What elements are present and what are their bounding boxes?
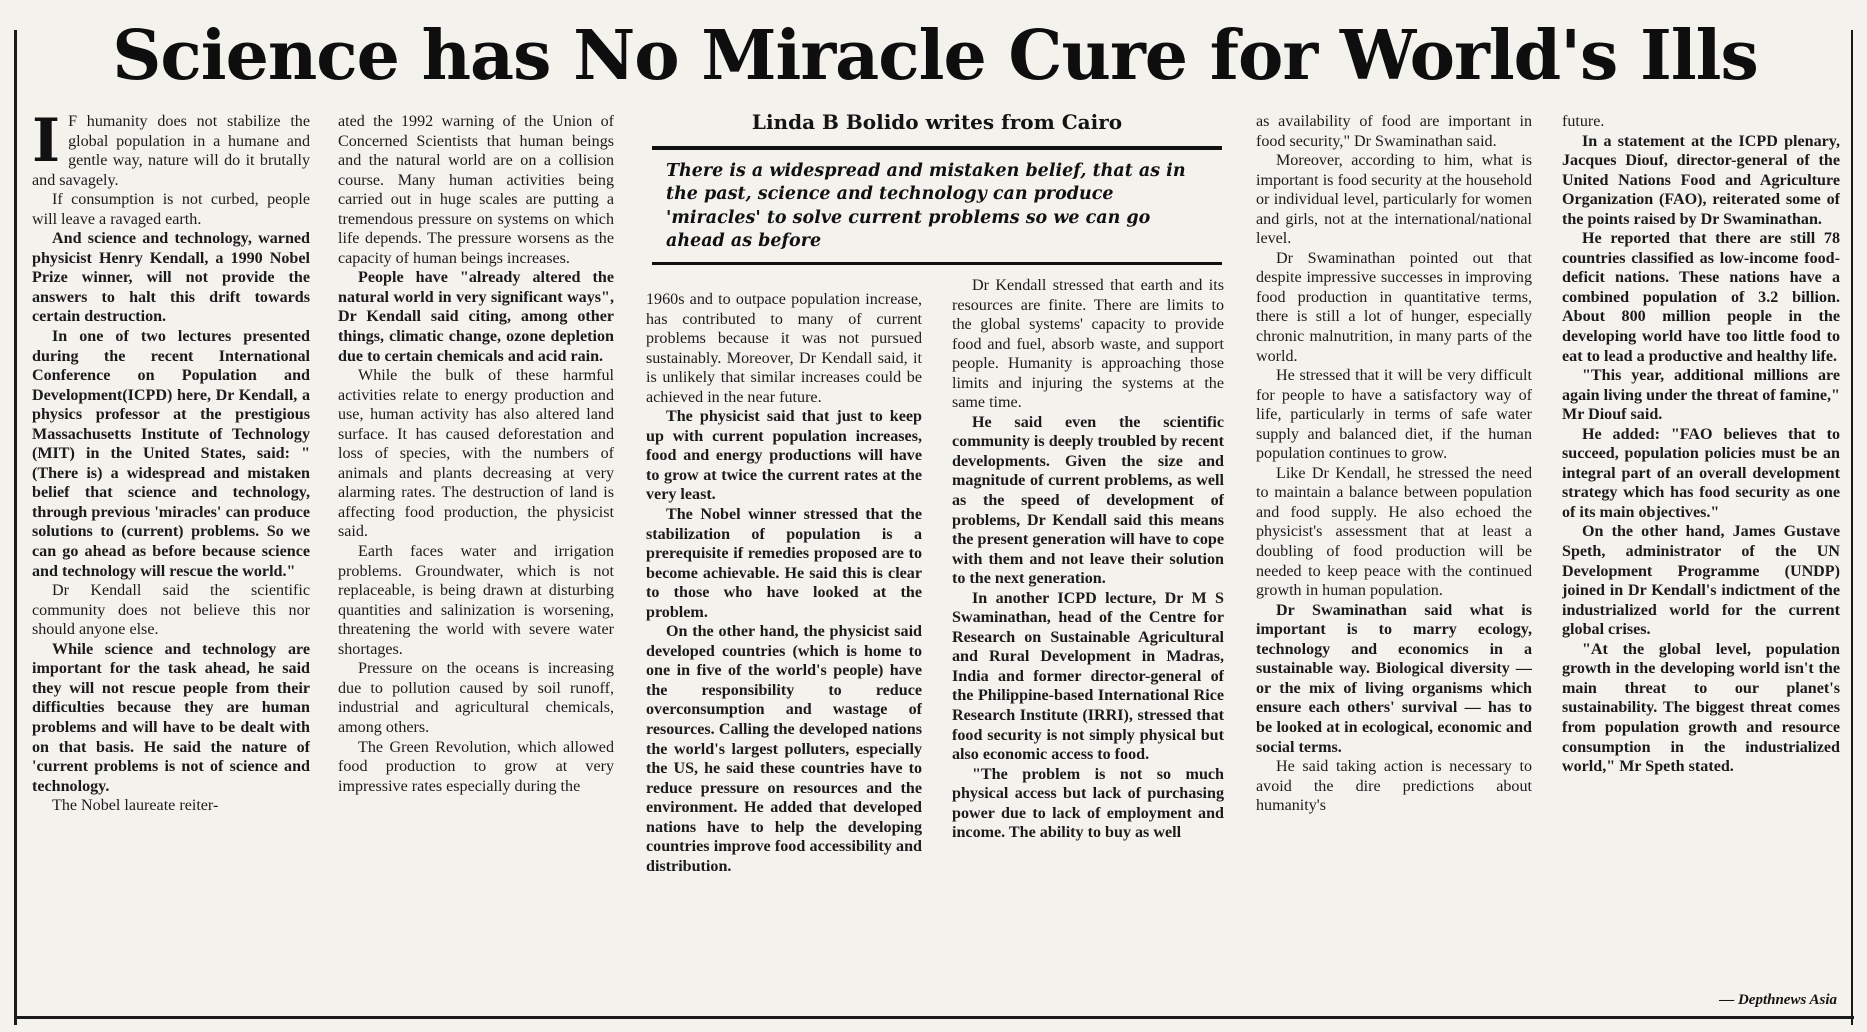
paragraph: Dr Kendall said the scientific community does not believe this nor should anyone else.: [32, 582, 310, 639]
paragraph: as availability of food are important in food security," Dr Swaminathan said.: [1256, 113, 1532, 150]
headline: Science has No Miracle Cure for World's Ills: [112, 16, 1758, 96]
paragraph: He stressed that it will be very difficult for people to have a satisfactory way of life, particularly in terms of safe water supply and balanced diet, if the human population continues to grow.: [1256, 367, 1532, 463]
paragraph: The physicist said that just to keep up with current population increases, food and energy productions will have to grow at twice the current rates at the very least.: [646, 408, 922, 504]
paragraph: "At the global level, population growth in the developing world isn't the main threat to our planet's sustainability. The biggest threat comes from population growth and resource consumption in the industrialized world," Mr Speth stated.: [1562, 640, 1840, 776]
paragraph: He said even the scientific community is deeply troubled by recent developments. Given the size and magnitude of current problems, as well as the speed of development of problems, Dr Kendall said this means the present generation will have to cope with them and not leave their solution to the next generation.: [952, 413, 1224, 588]
paragraph: "The problem is not so much physical access but lack of purchasing power due to lack of employment and income. The ability to buy as well: [952, 765, 1224, 842]
paragraph: On the other hand, James Gustave Speth, administrator of the UN Development Programme (UNDP) joined in Dr Kendall's indictment of the industrialized world for the current global crises.: [1562, 523, 1840, 639]
paragraph: The Green Revolution, which allowed food production to grow at very impressive rates especially during the: [338, 738, 614, 795]
source-credit: — Depthnews Asia: [1719, 992, 1837, 1008]
paragraph: Earth faces water and irrigation problems. Groundwater, which is not replaceable, is being drawn at disturbing quantities and salinization is worsening, threatening the world with severe water shortages.: [338, 543, 614, 658]
paragraph: On the other hand, the physicist said developed countries (which is home to one in five of the world's people) have the responsibility to reduce overconsumption and wastage of resources. Calling the developed nations the world's largest polluters, especially the US, he said these countries have to reduce pressure on resources and the environment. He added that developed nations have to help the developing countries improve food accessibility and distribution.: [646, 623, 922, 875]
paragraph-text: F humanity does not stabilize the global population in a humane and gentle way, nature will do it brutally and savagely.: [32, 113, 310, 189]
paragraph: And science and technology, warned physicist Henry Kendall, a 1990 Nobel Prize winner, will not provide the answers to halt this drift towards certain destruction.: [32, 230, 310, 326]
paragraph: While science and technology are important for the task ahead, he said they will not rescue people from their difficulties because they are human problems and will have to be dealt with on that basis. He said the nature of 'current problems is not of science and technology.: [32, 640, 310, 795]
paragraph: If consumption is not curbed, people will leave a ravaged earth.: [32, 191, 310, 228]
paragraph: "This year, additional millions are again living under the threat of famine," Mr Diouf said.: [1562, 367, 1840, 424]
paragraph: The Nobel winner stressed that the stabilization of population is a prerequisite if remedies proposed are to become achievable. He said this is clear to those who have looked at the problem.: [646, 506, 922, 621]
paragraph: He reported that there are still 78 countries classified as low-income food-deficit nations. These nations have a combined population of 3.2 billion. About 800 million people in the developing world have too little food to eat to lead a productive and healthy life.: [1562, 230, 1840, 365]
article-column-4: [952, 276, 1224, 1014]
article-column-3: [646, 290, 922, 1014]
paragraph: While the bulk of these harmful activities relate to energy production and use, human activity has also altered land surface. It has caused deforestation and loss of species, with the numbers of animals and plants decreasing at very alarming rates. The destruction of land is affecting food production, the physicist said.: [338, 367, 614, 541]
paragraph: He said taking action is necessary to avoid the dire predictions about humanity's: [1256, 758, 1532, 815]
right-column-rule: [1851, 30, 1853, 1025]
paragraph: 1960s and to outpace population increase, has contributed to many of current problems because it was not pursued sustainably. Moreover, Dr Kendall said, it is unlikely that similar increases could be achieved in the near future.: [646, 291, 922, 406]
article-column-6: [1562, 112, 1840, 1014]
article-column-5: [1256, 112, 1532, 1014]
paragraph: Dr Kendall stressed that earth and its resources are finite. There are limits to the global systems' capacity to provide food and fuel, absorb waste, and support people. Humanity is approaching those limits and injuring the systems at the same time.: [952, 277, 1224, 412]
paragraph: People have "already altered the natural world in very significant ways", Dr Kendall said citing, among other things, climatic change, ozone depletion due to certain chemicals and acid rain.: [338, 269, 614, 365]
paragraph: In one of two lectures presented during the recent International Conference on Population and Development(ICPD) here, Dr Kendall, a physics professor at the prestigious Massachusetts Institute of Technology (MIT) in the United States, said: "(There is) a widespread and mistaken belief that science and technology, through previous 'miracles' can produce solutions to (current) problems. So we can go ahead as before because science and technology will rescue the world.": [32, 328, 310, 580]
byline: Linda B Bolido writes from Cairo: [751, 110, 1123, 134]
article-column-1: [32, 112, 310, 1014]
paragraph: Dr Swaminathan pointed out that despite impressive successes in improving food production in quantitative terms, there is still a lot of hunger, especially chronic malnutrition, in many parts of the world.: [1256, 249, 1532, 365]
bottom-rule: [14, 1016, 1854, 1019]
paragraph: Moreover, according to him, what is important is food security at the household or individual level, particularly for women and girls, not at the international/national level.: [1256, 152, 1532, 248]
paragraph: future.: [1562, 113, 1605, 130]
paragraph: In another ICPD lecture, Dr M S Swaminathan, head of the Centre for Research on Sustainable Agricultural and Rural Development in Madras, India and former director-general of the Philippine-based International Rice Research Institute (IRRI), stressed that food security is not simply physical but also economic access to food.: [952, 589, 1224, 764]
paragraph: Dr Swaminathan said what is important is to marry ecology, technology and economics in a sustainable way. Biological diversity — or the mix of living organisms which ensure each others' survival — has to be looked at in ecological, economic and social terms.: [1256, 601, 1532, 756]
left-column-rule: [14, 30, 17, 1025]
lead-paragraph: [32, 112, 310, 190]
paragraph: In a statement at the ICPD plenary, Jacques Diouf, director-general of the United Nations Food and Agriculture Organization (FAO), reiterated some of the points raised by Dr Swaminathan.: [1562, 132, 1840, 228]
pull-quote: There is a widespread and mistaken belief, that as in the past, science and technology can produce 'miracles' to solve current problems so we can go ahead as before: [652, 146, 1222, 265]
paragraph: The Nobel laureate reiter-: [52, 797, 219, 815]
paragraph: Like Dr Kendall, he stressed the need to maintain a balance between population and food supply. He also echoed the physicist's assessment that at least a doubling of food production will be needed to keep peace with the continued growth in human population.: [1256, 464, 1532, 600]
paragraph: ated the 1992 warning of the Union of Concerned Scientists that human beings and the natural world are on a collision course. Many human activities being carried out in huge scales are putting a tremendous pressure on systems on which life depends. The pressure worsens as the capacity of human beings increases.: [338, 113, 614, 267]
paragraph: Pressure on the oceans is increasing due to pollution caused by soil runoff, industrial and agricultural chemicals, among others.: [338, 660, 614, 736]
paragraph: He added: "FAO believes that to succeed, population policies must be an integral part of an overall development strategy which has food security as one of its main objectives.": [1562, 425, 1840, 521]
article-column-2: [338, 112, 614, 1014]
drop-cap: I: [32, 112, 61, 176]
